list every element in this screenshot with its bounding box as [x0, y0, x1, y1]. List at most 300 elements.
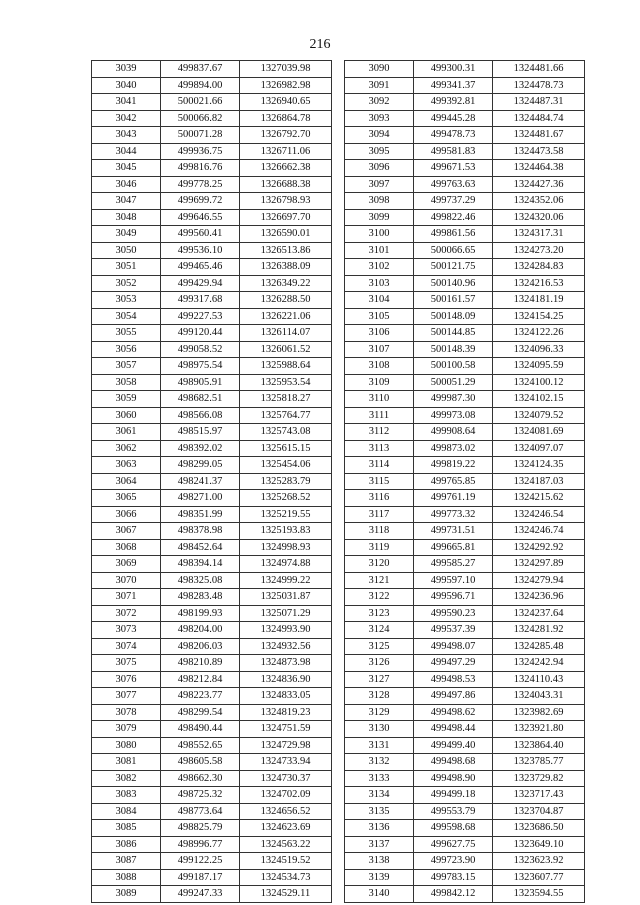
point-number-cell: 3057 — [92, 358, 161, 375]
y-coordinate-cell: 1326662.38 — [240, 160, 332, 177]
y-coordinate-cell: 1324751.59 — [240, 721, 332, 738]
point-number-cell: 3106 — [345, 325, 414, 342]
y-coordinate-cell: 1324464.38 — [493, 160, 585, 177]
x-coordinate-cell: 499973.08 — [414, 407, 493, 424]
x-coordinate-cell: 499842.12 — [414, 886, 493, 903]
x-coordinate-cell: 498212.84 — [161, 671, 240, 688]
table-row — [345, 704, 585, 721]
table-row — [92, 94, 332, 111]
y-coordinate-cell: 1324819.23 — [240, 704, 332, 721]
point-number-cell: 3045 — [92, 160, 161, 177]
point-number-cell: 3050 — [92, 242, 161, 259]
table-row — [92, 292, 332, 309]
table-row — [92, 836, 332, 853]
table-row — [345, 754, 585, 771]
table-row — [345, 506, 585, 523]
table-row — [92, 226, 332, 243]
x-coordinate-cell: 499122.25 — [161, 853, 240, 870]
x-coordinate-cell: 499497.29 — [414, 655, 493, 672]
point-number-cell: 3123 — [345, 605, 414, 622]
table-row — [345, 77, 585, 94]
point-number-cell: 3126 — [345, 655, 414, 672]
x-coordinate-cell: 499300.31 — [414, 61, 493, 78]
table-row — [345, 490, 585, 507]
table-row — [92, 341, 332, 358]
x-coordinate-cell: 500051.29 — [414, 374, 493, 391]
y-coordinate-cell: 1324095.59 — [493, 358, 585, 375]
y-coordinate-cell: 1325743.08 — [240, 424, 332, 441]
point-number-cell: 3140 — [345, 886, 414, 903]
x-coordinate-cell: 499498.90 — [414, 770, 493, 787]
x-coordinate-cell: 499465.46 — [161, 259, 240, 276]
x-coordinate-cell: 499058.52 — [161, 341, 240, 358]
y-coordinate-cell: 1325818.27 — [240, 391, 332, 408]
point-number-cell: 3114 — [345, 457, 414, 474]
x-coordinate-cell: 499671.53 — [414, 160, 493, 177]
point-number-cell: 3095 — [345, 143, 414, 160]
x-coordinate-cell: 499498.62 — [414, 704, 493, 721]
point-number-cell: 3104 — [345, 292, 414, 309]
x-coordinate-cell: 498905.91 — [161, 374, 240, 391]
table-row — [92, 655, 332, 672]
x-coordinate-cell: 499596.71 — [414, 589, 493, 606]
x-coordinate-cell: 498605.58 — [161, 754, 240, 771]
point-number-cell: 3072 — [92, 605, 161, 622]
y-coordinate-cell: 1324702.09 — [240, 787, 332, 804]
table-row — [92, 242, 332, 259]
y-coordinate-cell: 1326288.50 — [240, 292, 332, 309]
table-row — [345, 358, 585, 375]
point-number-cell: 3062 — [92, 440, 161, 457]
table-row — [345, 160, 585, 177]
y-coordinate-cell: 1326711.06 — [240, 143, 332, 160]
point-number-cell: 3093 — [345, 110, 414, 127]
y-coordinate-cell: 1324215.62 — [493, 490, 585, 507]
y-coordinate-cell: 1323686.50 — [493, 820, 585, 837]
table-row — [345, 275, 585, 292]
point-number-cell: 3122 — [345, 589, 414, 606]
point-number-cell: 3079 — [92, 721, 161, 738]
x-coordinate-cell: 499665.81 — [414, 539, 493, 556]
point-number-cell: 3081 — [92, 754, 161, 771]
y-coordinate-cell: 1324873.98 — [240, 655, 332, 672]
table-row — [92, 407, 332, 424]
point-number-cell: 3048 — [92, 209, 161, 226]
x-coordinate-cell: 498392.02 — [161, 440, 240, 457]
y-coordinate-cell: 1324181.19 — [493, 292, 585, 309]
table-row — [345, 869, 585, 886]
y-coordinate-cell: 1327039.98 — [240, 61, 332, 78]
x-coordinate-cell: 500021.66 — [161, 94, 240, 111]
table-row — [345, 523, 585, 540]
table-row — [92, 424, 332, 441]
coordinates-table-right — [344, 60, 585, 903]
table-row — [345, 209, 585, 226]
point-number-cell: 3134 — [345, 787, 414, 804]
y-coordinate-cell: 1323717.43 — [493, 787, 585, 804]
y-coordinate-cell: 1326688.38 — [240, 176, 332, 193]
coordinates-table-left — [91, 60, 332, 903]
table-row — [92, 638, 332, 655]
point-number-cell: 3121 — [345, 572, 414, 589]
point-number-cell: 3103 — [345, 275, 414, 292]
point-number-cell: 3105 — [345, 308, 414, 325]
y-coordinate-cell: 1326798.93 — [240, 193, 332, 210]
table-row — [92, 127, 332, 144]
x-coordinate-cell: 499765.85 — [414, 473, 493, 490]
point-number-cell: 3091 — [345, 77, 414, 94]
table-row — [92, 473, 332, 490]
y-coordinate-cell: 1324246.74 — [493, 523, 585, 540]
table-row — [345, 424, 585, 441]
x-coordinate-cell: 498210.89 — [161, 655, 240, 672]
point-number-cell: 3130 — [345, 721, 414, 738]
y-coordinate-cell: 1324481.66 — [493, 61, 585, 78]
table-row — [345, 341, 585, 358]
table-row — [345, 292, 585, 309]
table-row — [92, 259, 332, 276]
y-coordinate-cell: 1324478.73 — [493, 77, 585, 94]
x-coordinate-cell: 498271.00 — [161, 490, 240, 507]
table-row — [92, 193, 332, 210]
x-coordinate-cell: 500144.85 — [414, 325, 493, 342]
y-coordinate-cell: 1325031.87 — [240, 589, 332, 606]
x-coordinate-cell: 499445.28 — [414, 110, 493, 127]
point-number-cell: 3075 — [92, 655, 161, 672]
y-coordinate-cell: 1324281.92 — [493, 622, 585, 639]
y-coordinate-cell: 1324279.94 — [493, 572, 585, 589]
y-coordinate-cell: 1324097.07 — [493, 440, 585, 457]
point-number-cell: 3096 — [345, 160, 414, 177]
x-coordinate-cell: 499597.10 — [414, 572, 493, 589]
y-coordinate-cell: 1324529.11 — [240, 886, 332, 903]
x-coordinate-cell: 499861.56 — [414, 226, 493, 243]
table-row — [92, 721, 332, 738]
point-number-cell: 3116 — [345, 490, 414, 507]
y-coordinate-cell: 1326114.07 — [240, 325, 332, 342]
x-coordinate-cell: 499699.72 — [161, 193, 240, 210]
table-row — [345, 737, 585, 754]
x-coordinate-cell: 500066.65 — [414, 242, 493, 259]
point-number-cell: 3098 — [345, 193, 414, 210]
table-row — [345, 94, 585, 111]
table-row — [92, 374, 332, 391]
table-body-right — [345, 61, 585, 903]
point-number-cell: 3042 — [92, 110, 161, 127]
y-coordinate-cell: 1325988.64 — [240, 358, 332, 375]
table-row — [92, 539, 332, 556]
point-number-cell: 3120 — [345, 556, 414, 573]
point-number-cell: 3086 — [92, 836, 161, 853]
x-coordinate-cell: 498682.51 — [161, 391, 240, 408]
y-coordinate-cell: 1324729.98 — [240, 737, 332, 754]
x-coordinate-cell: 498351.99 — [161, 506, 240, 523]
table-row — [345, 589, 585, 606]
x-coordinate-cell: 498394.14 — [161, 556, 240, 573]
x-coordinate-cell: 499499.18 — [414, 787, 493, 804]
x-coordinate-cell: 499497.86 — [414, 688, 493, 705]
table-row — [92, 440, 332, 457]
x-coordinate-cell: 498566.08 — [161, 407, 240, 424]
y-coordinate-cell: 1323921.80 — [493, 721, 585, 738]
point-number-cell: 3090 — [345, 61, 414, 78]
x-coordinate-cell: 499317.68 — [161, 292, 240, 309]
table-row — [92, 490, 332, 507]
x-coordinate-cell: 499478.73 — [414, 127, 493, 144]
point-number-cell: 3118 — [345, 523, 414, 540]
table-row — [345, 127, 585, 144]
point-number-cell: 3041 — [92, 94, 161, 111]
point-number-cell: 3110 — [345, 391, 414, 408]
x-coordinate-cell: 500140.96 — [414, 275, 493, 292]
point-number-cell: 3049 — [92, 226, 161, 243]
x-coordinate-cell: 498325.08 — [161, 572, 240, 589]
y-coordinate-cell: 1324484.74 — [493, 110, 585, 127]
point-number-cell: 3088 — [92, 869, 161, 886]
table-row — [92, 358, 332, 375]
point-number-cell: 3111 — [345, 407, 414, 424]
x-coordinate-cell: 500100.58 — [414, 358, 493, 375]
y-coordinate-cell: 1323785.77 — [493, 754, 585, 771]
point-number-cell: 3063 — [92, 457, 161, 474]
point-number-cell: 3087 — [92, 853, 161, 870]
x-coordinate-cell: 499783.15 — [414, 869, 493, 886]
y-coordinate-cell: 1324352.06 — [493, 193, 585, 210]
x-coordinate-cell: 499536.10 — [161, 242, 240, 259]
x-coordinate-cell: 499537.39 — [414, 622, 493, 639]
table-row — [92, 770, 332, 787]
y-coordinate-cell: 1326697.70 — [240, 209, 332, 226]
x-coordinate-cell: 500071.28 — [161, 127, 240, 144]
x-coordinate-cell: 499498.07 — [414, 638, 493, 655]
x-coordinate-cell: 499908.64 — [414, 424, 493, 441]
y-coordinate-cell: 1324273.20 — [493, 242, 585, 259]
point-number-cell: 3082 — [92, 770, 161, 787]
table-row — [345, 572, 585, 589]
point-number-cell: 3094 — [345, 127, 414, 144]
y-coordinate-cell: 1323649.10 — [493, 836, 585, 853]
y-coordinate-cell: 1324833.05 — [240, 688, 332, 705]
x-coordinate-cell: 500148.09 — [414, 308, 493, 325]
table-row — [92, 886, 332, 903]
table-row — [92, 275, 332, 292]
point-number-cell: 3080 — [92, 737, 161, 754]
table-row — [345, 853, 585, 870]
y-coordinate-cell: 1324836.90 — [240, 671, 332, 688]
x-coordinate-cell: 499936.75 — [161, 143, 240, 160]
x-coordinate-cell: 499763.63 — [414, 176, 493, 193]
point-number-cell: 3109 — [345, 374, 414, 391]
table-row — [92, 688, 332, 705]
y-coordinate-cell: 1324242.94 — [493, 655, 585, 672]
x-coordinate-cell: 499646.55 — [161, 209, 240, 226]
point-number-cell: 3135 — [345, 803, 414, 820]
table-row — [345, 803, 585, 820]
table-row — [92, 110, 332, 127]
point-number-cell: 3119 — [345, 539, 414, 556]
x-coordinate-cell: 499227.53 — [161, 308, 240, 325]
y-coordinate-cell: 1324216.53 — [493, 275, 585, 292]
x-coordinate-cell: 499822.46 — [414, 209, 493, 226]
point-number-cell: 3046 — [92, 176, 161, 193]
x-coordinate-cell: 499499.40 — [414, 737, 493, 754]
x-coordinate-cell: 499581.83 — [414, 143, 493, 160]
y-coordinate-cell: 1324292.92 — [493, 539, 585, 556]
x-coordinate-cell: 500121.75 — [414, 259, 493, 276]
point-number-cell: 3099 — [345, 209, 414, 226]
point-number-cell: 3047 — [92, 193, 161, 210]
y-coordinate-cell: 1324730.37 — [240, 770, 332, 787]
y-coordinate-cell: 1324100.12 — [493, 374, 585, 391]
table-row — [92, 556, 332, 573]
y-coordinate-cell: 1325071.29 — [240, 605, 332, 622]
x-coordinate-cell: 499778.25 — [161, 176, 240, 193]
y-coordinate-cell: 1324427.36 — [493, 176, 585, 193]
table-row — [345, 671, 585, 688]
table-row — [92, 77, 332, 94]
table-row — [345, 391, 585, 408]
table-row — [345, 242, 585, 259]
y-coordinate-cell: 1326221.06 — [240, 308, 332, 325]
table-row — [345, 721, 585, 738]
point-number-cell: 3124 — [345, 622, 414, 639]
y-coordinate-cell: 1324998.93 — [240, 539, 332, 556]
point-number-cell: 3053 — [92, 292, 161, 309]
y-coordinate-cell: 1326792.70 — [240, 127, 332, 144]
x-coordinate-cell: 499598.68 — [414, 820, 493, 837]
x-coordinate-cell: 499585.27 — [414, 556, 493, 573]
table-row — [92, 61, 332, 78]
x-coordinate-cell: 498825.79 — [161, 820, 240, 837]
table-row — [345, 638, 585, 655]
point-number-cell: 3125 — [345, 638, 414, 655]
y-coordinate-cell: 1324481.67 — [493, 127, 585, 144]
y-coordinate-cell: 1324519.52 — [240, 853, 332, 870]
table-row — [345, 787, 585, 804]
table-row — [345, 308, 585, 325]
table-row — [345, 605, 585, 622]
y-coordinate-cell: 1324733.94 — [240, 754, 332, 771]
table-row — [92, 506, 332, 523]
x-coordinate-cell: 499819.22 — [414, 457, 493, 474]
table-row — [92, 869, 332, 886]
point-number-cell: 3060 — [92, 407, 161, 424]
point-number-cell: 3066 — [92, 506, 161, 523]
x-coordinate-cell: 498299.54 — [161, 704, 240, 721]
x-coordinate-cell: 499987.30 — [414, 391, 493, 408]
x-coordinate-cell: 499498.44 — [414, 721, 493, 738]
table-row — [92, 605, 332, 622]
x-coordinate-cell: 499429.94 — [161, 275, 240, 292]
point-number-cell: 3089 — [92, 886, 161, 903]
table-row — [92, 787, 332, 804]
y-coordinate-cell: 1324096.33 — [493, 341, 585, 358]
table-row — [92, 143, 332, 160]
y-coordinate-cell: 1325283.79 — [240, 473, 332, 490]
table-row — [92, 754, 332, 771]
table-row — [92, 308, 332, 325]
y-coordinate-cell: 1324285.48 — [493, 638, 585, 655]
point-number-cell: 3128 — [345, 688, 414, 705]
table-row — [345, 374, 585, 391]
y-coordinate-cell: 1324081.69 — [493, 424, 585, 441]
point-number-cell: 3100 — [345, 226, 414, 243]
y-coordinate-cell: 1324993.90 — [240, 622, 332, 639]
x-coordinate-cell: 499627.75 — [414, 836, 493, 853]
x-coordinate-cell: 498283.48 — [161, 589, 240, 606]
point-number-cell: 3127 — [345, 671, 414, 688]
page-number: 216 — [309, 37, 331, 52]
point-number-cell: 3054 — [92, 308, 161, 325]
y-coordinate-cell: 1324473.58 — [493, 143, 585, 160]
x-coordinate-cell: 498206.03 — [161, 638, 240, 655]
table-row — [345, 226, 585, 243]
point-number-cell: 3092 — [345, 94, 414, 111]
y-coordinate-cell: 1324932.56 — [240, 638, 332, 655]
point-number-cell: 3040 — [92, 77, 161, 94]
x-coordinate-cell: 498490.44 — [161, 721, 240, 738]
table-row — [345, 655, 585, 672]
point-number-cell: 3065 — [92, 490, 161, 507]
x-coordinate-cell: 499894.00 — [161, 77, 240, 94]
y-coordinate-cell: 1326590.01 — [240, 226, 332, 243]
point-number-cell: 3133 — [345, 770, 414, 787]
point-number-cell: 3067 — [92, 523, 161, 540]
point-number-cell: 3039 — [92, 61, 161, 78]
y-coordinate-cell: 1323594.55 — [493, 886, 585, 903]
point-number-cell: 3061 — [92, 424, 161, 441]
x-coordinate-cell: 499723.90 — [414, 853, 493, 870]
table-row — [345, 110, 585, 127]
y-coordinate-cell: 1324534.73 — [240, 869, 332, 886]
x-coordinate-cell: 498975.54 — [161, 358, 240, 375]
table-row — [92, 671, 332, 688]
x-coordinate-cell: 498773.64 — [161, 803, 240, 820]
y-coordinate-cell: 1324320.06 — [493, 209, 585, 226]
x-coordinate-cell: 499773.32 — [414, 506, 493, 523]
y-coordinate-cell: 1323607.77 — [493, 869, 585, 886]
table-row — [345, 473, 585, 490]
y-coordinate-cell: 1324487.31 — [493, 94, 585, 111]
table-row — [92, 523, 332, 540]
y-coordinate-cell: 1324122.26 — [493, 325, 585, 342]
table-row — [345, 440, 585, 457]
table-row — [345, 688, 585, 705]
point-number-cell: 3117 — [345, 506, 414, 523]
y-coordinate-cell: 1324043.31 — [493, 688, 585, 705]
y-coordinate-cell: 1325764.77 — [240, 407, 332, 424]
y-coordinate-cell: 1323864.40 — [493, 737, 585, 754]
table-row — [345, 820, 585, 837]
point-number-cell: 3059 — [92, 391, 161, 408]
y-coordinate-cell: 1324237.64 — [493, 605, 585, 622]
x-coordinate-cell: 499247.33 — [161, 886, 240, 903]
point-number-cell: 3102 — [345, 259, 414, 276]
x-coordinate-cell: 499837.67 — [161, 61, 240, 78]
table-row — [345, 622, 585, 639]
table-row — [345, 176, 585, 193]
y-coordinate-cell: 1326513.86 — [240, 242, 332, 259]
x-coordinate-cell: 499553.79 — [414, 803, 493, 820]
point-number-cell: 3073 — [92, 622, 161, 639]
y-coordinate-cell: 1324284.83 — [493, 259, 585, 276]
x-coordinate-cell: 498662.30 — [161, 770, 240, 787]
point-number-cell: 3055 — [92, 325, 161, 342]
y-coordinate-cell: 1326388.09 — [240, 259, 332, 276]
point-number-cell: 3101 — [345, 242, 414, 259]
x-coordinate-cell: 498223.77 — [161, 688, 240, 705]
y-coordinate-cell: 1325193.83 — [240, 523, 332, 540]
